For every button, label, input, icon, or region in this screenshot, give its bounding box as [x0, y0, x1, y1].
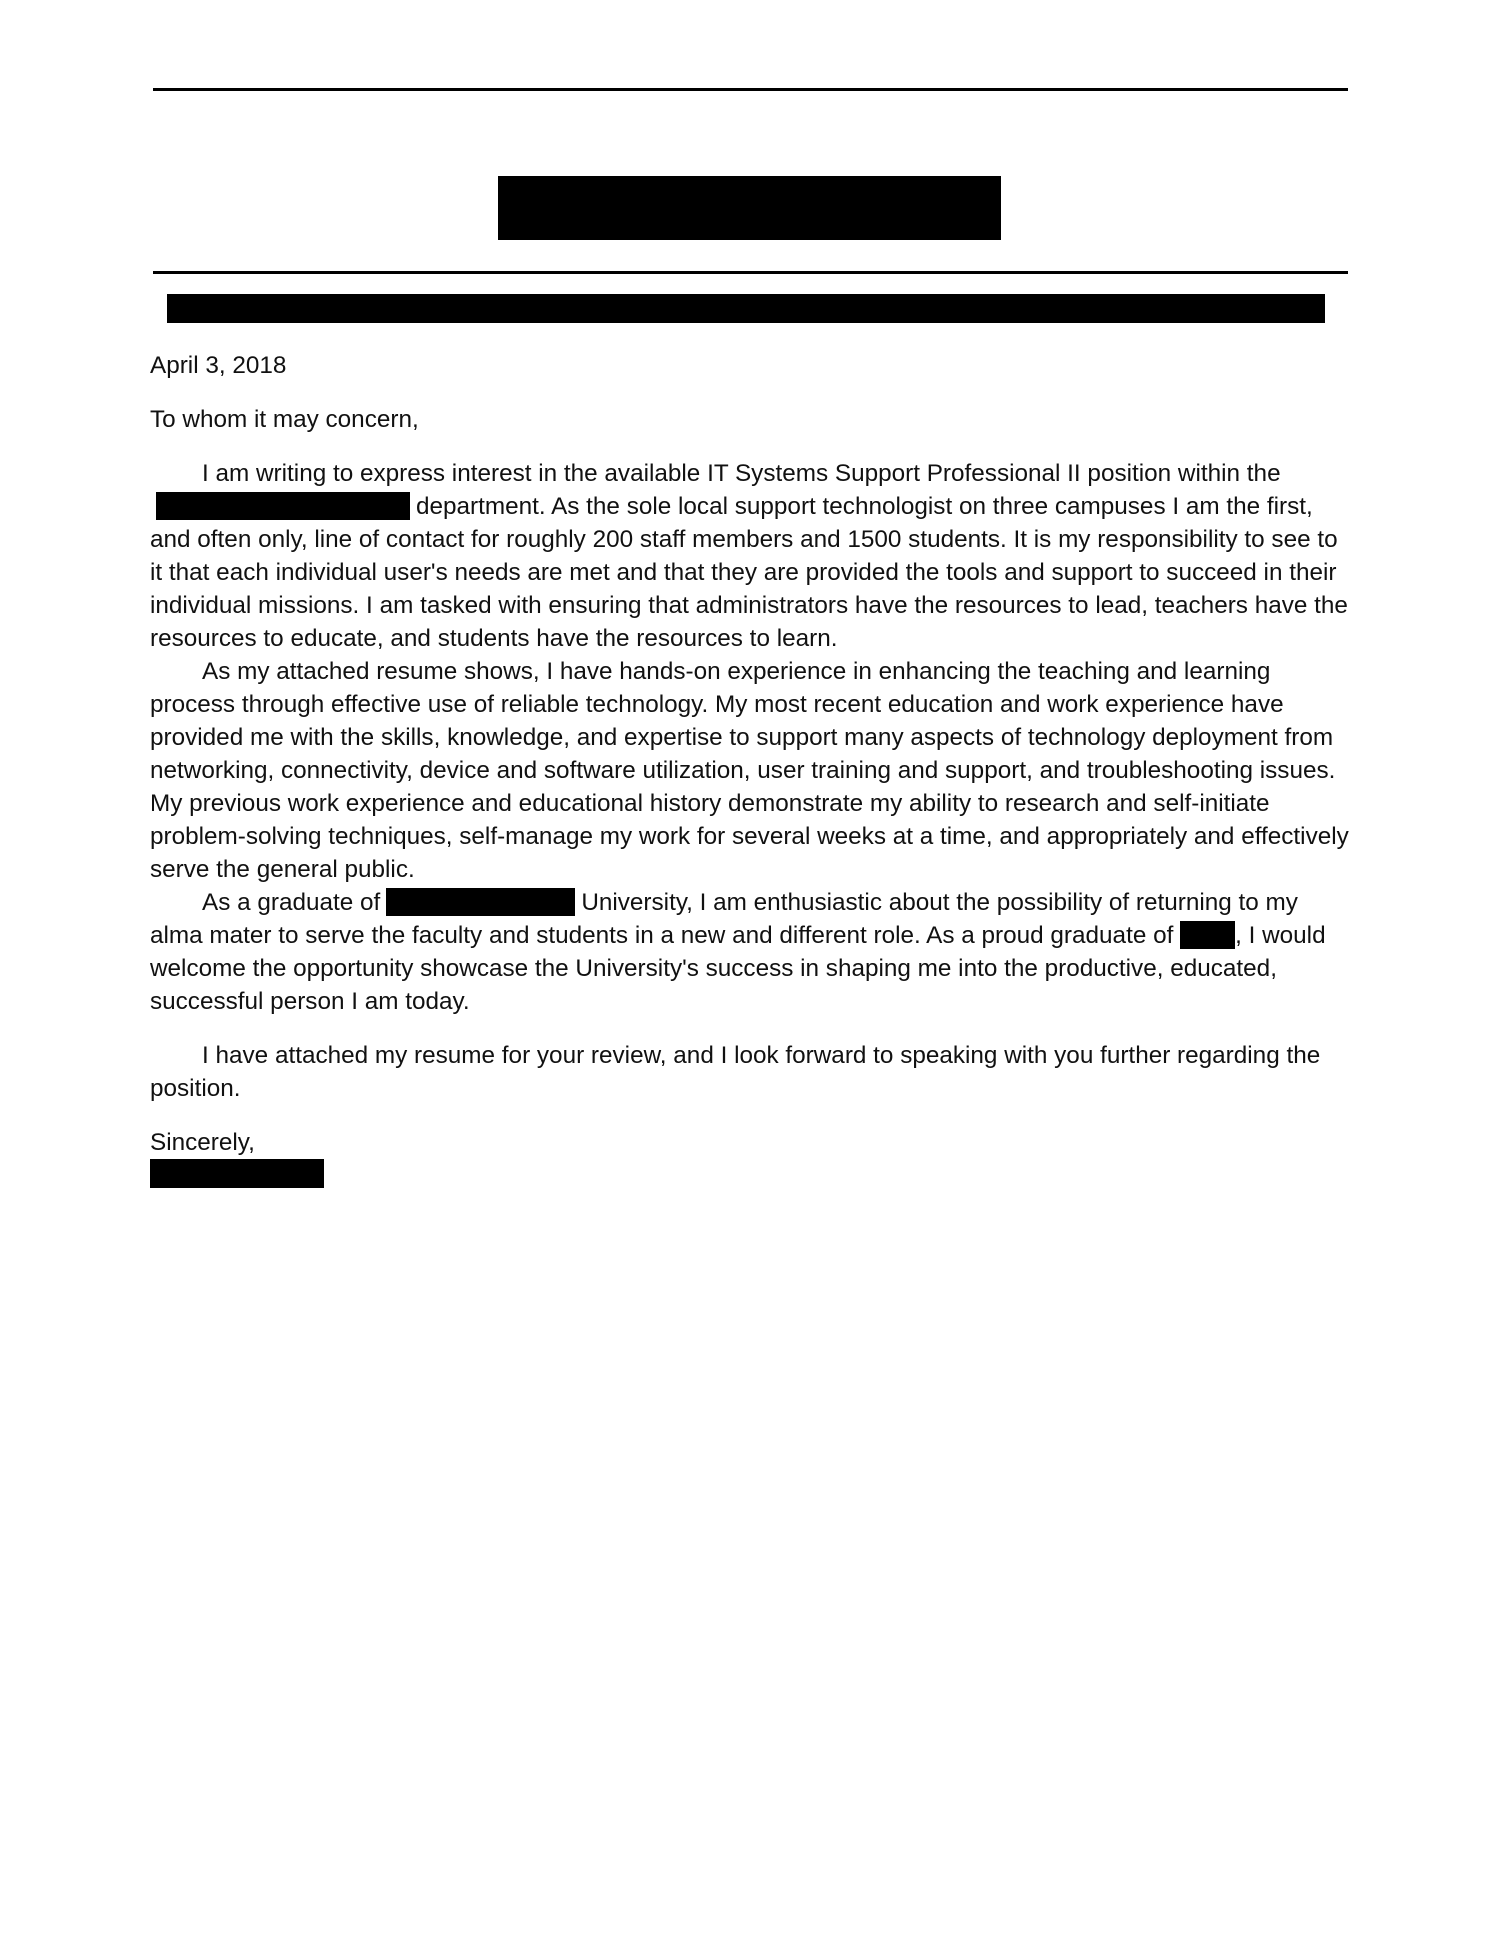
redacted-department-name	[156, 492, 410, 520]
paragraph-experience: As my attached resume shows, I have hands-on experience in enhancing the teaching and learning process through effective use of reliable technology. My most recent education and work experience have provided me with the skills, knowledge, and expertise to support many aspects of technology deployment from networking, connectivity, device and software utilization, user training and support, and troubleshooting issues. My previous work experience and educational history demonstrate my ability to research and self-initiate problem-solving techniques, self-manage my work for several weeks at a time, and appropriately and effectively serve the general public.	[150, 658, 1349, 883]
letter-salutation: To whom it may concern,	[150, 406, 419, 433]
paragraph-closing-remarks: I have attached my resume for your review, and I look forward to speaking with you further regarding the position.	[150, 1042, 1321, 1102]
redacted-university-abbreviation	[1180, 921, 1235, 949]
paragraph-alumni-end: , I would welcome the opportunity showcase the University's success in shaping me into the productive, educated, successful person I am today.	[150, 922, 1326, 1015]
redacted-applicant-name	[498, 176, 1001, 240]
letter-date: April 3, 2018	[150, 352, 287, 379]
paragraph-alumni-middle: University, I am enthusiastic about the possibility of returning to my alma mater to serve the faculty and students in a new and different role. As a proud graduate of	[150, 889, 1298, 949]
header-divider-rule	[153, 271, 1348, 274]
paragraph-interest-rest: department. As the sole local support technologist on three campuses I am the first, and often only, line of contact for roughly 200 staff members and 1500 students. It is my responsibility to see to it that each individual user's needs are met and that they are provided the tools and support to succeed in their individual missions. I am tasked with ensuring that administrators have the resources to lead, teachers have the resources to educate, and students have the resources to learn.	[150, 493, 1348, 652]
paragraph-interest	[150, 457, 1350, 655]
header-top-rule	[153, 88, 1348, 91]
letter-body	[150, 349, 1350, 1188]
paragraph-alumni	[150, 886, 1350, 1018]
letter-closing: Sincerely,	[150, 1129, 255, 1156]
redacted-university-name	[386, 888, 575, 916]
paragraph-alumni-start: As a graduate of	[202, 889, 381, 916]
redacted-contact-info	[167, 294, 1325, 323]
paragraph-interest-start: I am writing to express interest in the available IT Systems Support Professional II position within the	[202, 460, 1281, 487]
redacted-signature-name	[150, 1159, 324, 1188]
